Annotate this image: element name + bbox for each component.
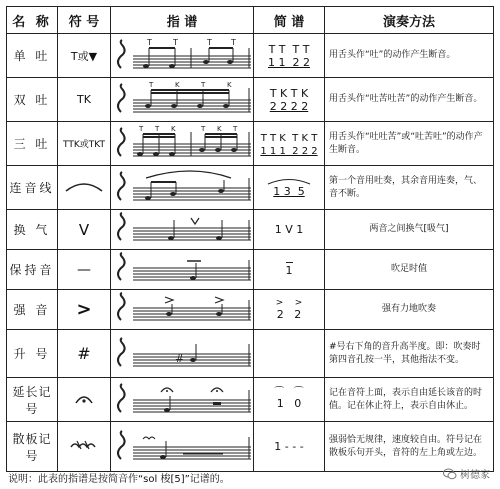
- row-symbol: TK: [58, 78, 111, 122]
- row-symbol: #: [58, 330, 111, 378]
- row-description: 用舌头作“吐吐苦”或“吐苦吐”的动作产生断音。: [325, 122, 494, 166]
- svg-text:T: T: [149, 80, 154, 89]
- svg-text:K: K: [227, 80, 232, 89]
- row-description: 吹足时值: [325, 250, 494, 290]
- row-symbol: —: [58, 250, 111, 290]
- row-name: 三 吐: [7, 122, 58, 166]
- header-symbol: 符 号: [58, 7, 111, 34]
- fingering-staff: [111, 78, 254, 122]
- accent-marks: > >: [275, 297, 303, 308]
- svg-text:T: T: [201, 124, 206, 133]
- jianpu-notes: 1 1 2 2: [268, 55, 310, 69]
- table-row: [7, 34, 494, 78]
- staff-drawing: [111, 292, 253, 328]
- jianpu-tongue: T T T T: [268, 42, 310, 56]
- row-symbol: T或▼: [58, 34, 111, 78]
- row-description: 用舌头作“吐苦吐苦”的动作产生断音。: [325, 78, 494, 122]
- header-name: 名 称: [7, 7, 58, 34]
- row-description: 强有力地吹奏: [325, 290, 494, 330]
- footnote: 说明：此表的指谱是按简音作“sol 梭[5]”记谱的。: [8, 474, 230, 485]
- header-jianpu: 简 谱: [254, 7, 325, 34]
- table-row: [7, 210, 494, 250]
- fingering-staff: [111, 166, 254, 210]
- notation-table: [6, 6, 494, 472]
- row-symbol: [58, 378, 111, 422]
- row-name: 连音线: [7, 166, 58, 210]
- jianpu-notes: 2 2 2 2: [269, 99, 309, 113]
- table-row: [7, 290, 494, 330]
- staff-drawing: [111, 124, 253, 164]
- svg-text:T: T: [231, 37, 236, 47]
- row-name: 保持音: [7, 250, 58, 290]
- svg-text:T: T: [139, 124, 144, 133]
- row-symbol: V: [58, 210, 111, 250]
- row-name: 换 气: [7, 210, 58, 250]
- row-name: 散板记号: [7, 422, 58, 472]
- staff-drawing: [111, 80, 253, 120]
- jianpu-notes: 1 1 1 2 2 2: [260, 145, 318, 157]
- fingering-staff: [111, 378, 254, 422]
- table-row: [7, 122, 494, 166]
- jianpu-notes: 1 0: [276, 397, 302, 410]
- fingering-staff: [111, 250, 254, 290]
- jianpu-slur: [264, 177, 314, 185]
- row-symbol: TTK或TKT: [58, 122, 111, 166]
- header-method: 演奏方法: [325, 7, 494, 34]
- row-description: 第一个音用吐奏，其余音用连奏，气、音不断。: [325, 166, 494, 210]
- header-staff: 指 谱: [111, 7, 254, 34]
- jianpu-cell: [254, 422, 325, 472]
- row-name: 双 吐: [7, 78, 58, 122]
- svg-text:#: #: [175, 351, 185, 365]
- staff-drawing: [111, 427, 253, 467]
- free-tempo-icon: [69, 439, 99, 451]
- staff-drawing: [111, 252, 253, 288]
- row-description: 强弱恰无规律，速度较自由。符号记在散板乐句开头，音符的左上角或左边。: [325, 422, 494, 472]
- table-row: [7, 166, 494, 210]
- svg-text:T: T: [233, 124, 238, 133]
- slur-icon: [64, 179, 104, 193]
- watermark: [443, 466, 490, 481]
- row-name: 单 吐: [7, 34, 58, 78]
- table-row: [7, 78, 494, 122]
- svg-text:T: T: [201, 80, 206, 89]
- fingering-staff: [111, 422, 254, 472]
- row-description: 用舌头作“吐”的动作产生断音。: [325, 34, 494, 78]
- fermata-icon: [74, 391, 94, 405]
- jianpu-notes: 1 - - -: [274, 440, 304, 453]
- svg-text:T: T: [155, 124, 160, 133]
- fingering-staff: [111, 330, 254, 378]
- row-name: 延长记号: [7, 378, 58, 422]
- jianpu-notes: 2 2: [276, 307, 302, 321]
- watermark-text: 树德家: [460, 470, 490, 481]
- jianpu-cell: [254, 290, 325, 330]
- jianpu-cell: [254, 78, 325, 122]
- jianpu-cell: [254, 330, 325, 378]
- jianpu-tongue: T K T K: [269, 86, 309, 100]
- svg-text:T: T: [147, 37, 152, 47]
- staff-drawing: [111, 36, 253, 76]
- jianpu-cell: [254, 210, 325, 250]
- jianpu-notes: 1 V 1: [274, 223, 304, 236]
- staff-drawing: [111, 168, 253, 208]
- jianpu-tongue: T T K T K T: [260, 132, 318, 144]
- jianpu-cell: [254, 378, 325, 422]
- table-row: [7, 330, 494, 378]
- fingering-staff: [111, 290, 254, 330]
- header-row: [7, 7, 494, 34]
- row-name: 强 音: [7, 290, 58, 330]
- row-symbol: [58, 422, 111, 472]
- row-description: #号右下角的音升高半度。即：吹奏时第四音孔按一半，其他指法不变。: [325, 330, 494, 378]
- row-name: 升 号: [7, 330, 58, 378]
- staff-drawing: [111, 334, 253, 374]
- table-row: [7, 250, 494, 290]
- svg-text:T: T: [173, 37, 178, 47]
- row-description: 两音之间换气[吸气]: [325, 210, 494, 250]
- jianpu-cell: [254, 34, 325, 78]
- jianpu-notes: 1 3 5: [273, 185, 305, 198]
- fingering-staff: [111, 34, 254, 78]
- staff-drawing: [111, 212, 253, 248]
- jianpu-cell: [254, 250, 325, 290]
- svg-text:K: K: [175, 80, 180, 89]
- jianpu-notes: 1: [285, 264, 293, 277]
- svg-text:T: T: [207, 37, 212, 47]
- svg-text:K: K: [217, 124, 222, 133]
- row-description: 记在音符上面，表示自由延长该音的时值。记在休止符上，表示自由休止。: [325, 378, 494, 422]
- jianpu-cell: [254, 122, 325, 166]
- table-row: [7, 378, 494, 422]
- row-symbol: [58, 166, 111, 210]
- staff-drawing: [111, 380, 253, 420]
- fingering-staff: [111, 122, 254, 166]
- row-symbol: >: [58, 290, 111, 330]
- fingering-staff: [111, 210, 254, 250]
- fermata-marks: ⌒ ⌒: [274, 387, 304, 398]
- jianpu-cell: [254, 166, 325, 210]
- wechat-icon: [443, 468, 457, 480]
- svg-text:K: K: [171, 124, 176, 133]
- table-row: [7, 422, 494, 472]
